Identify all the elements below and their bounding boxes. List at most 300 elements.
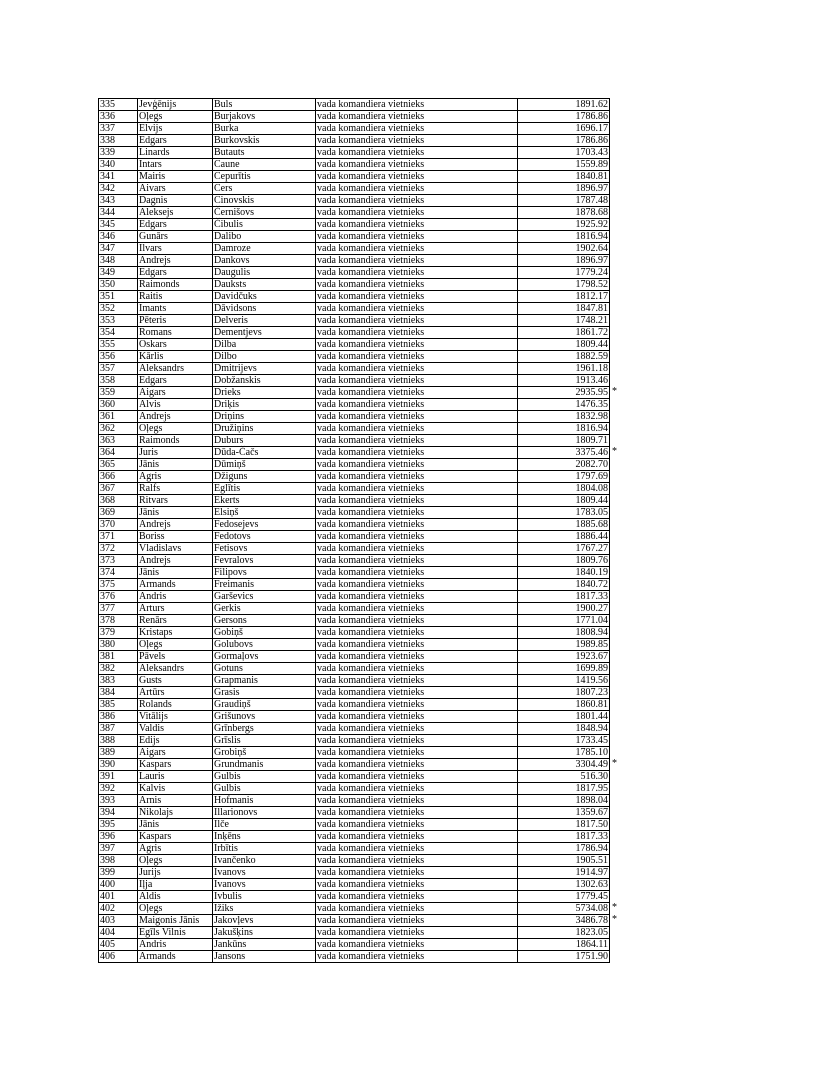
- row-number-text: 388: [100, 735, 115, 746]
- salary-text: 1832.98: [575, 411, 608, 422]
- row-number-text: 348: [100, 255, 115, 266]
- salary-text: 1809.44: [575, 339, 608, 350]
- row-number-text: 357: [100, 363, 115, 374]
- salary-text: 1847.81: [575, 303, 608, 314]
- last-name-text: Jankūns: [214, 939, 247, 950]
- row-number-text: 374: [100, 567, 115, 578]
- asterisk-mark: *: [612, 446, 617, 457]
- last-name-text: Dilbo: [214, 351, 237, 362]
- salary-text: 1804.08: [575, 483, 608, 494]
- first-name-cell: [138, 267, 213, 279]
- first-name-text: Jānis: [139, 819, 159, 830]
- position-text: vada komandiera vietnieks: [317, 951, 425, 962]
- first-name-text: Egīls Vilnis: [139, 927, 186, 938]
- first-name-cell: [138, 207, 213, 219]
- row-number-cell: [99, 699, 138, 711]
- last-name-cell: [213, 807, 316, 819]
- last-name-text: Ivanovs: [214, 879, 246, 890]
- first-name-cell: [138, 555, 213, 567]
- row-number-cell: [99, 555, 138, 567]
- first-name-cell: [138, 687, 213, 699]
- last-name-cell: [213, 135, 316, 147]
- first-name-text: Edgars: [139, 135, 167, 146]
- salary-text: 1882.59: [575, 351, 608, 362]
- salary-cell: [518, 675, 610, 687]
- position-text: vada komandiera vietnieks: [317, 207, 425, 218]
- row-number-text: 335: [100, 99, 115, 110]
- row-number-text: 399: [100, 867, 115, 878]
- row-number-text: 398: [100, 855, 115, 866]
- salary-cell: [518, 663, 610, 675]
- salary-cell: [518, 555, 610, 567]
- first-name-cell: [138, 147, 213, 159]
- position-cell: [316, 459, 518, 471]
- table-row: [99, 627, 610, 639]
- salary-cell: [518, 687, 610, 699]
- first-name-text: Agris: [139, 471, 162, 482]
- row-number-cell: [99, 567, 138, 579]
- position-cell: [316, 399, 518, 411]
- last-name-text: Jansons: [214, 951, 246, 962]
- table-row: [99, 699, 610, 711]
- first-name-cell: [138, 675, 213, 687]
- salary-cell: [518, 291, 610, 303]
- position-cell: [316, 591, 518, 603]
- position-cell: [316, 615, 518, 627]
- last-name-cell: [213, 891, 316, 903]
- position-cell: [316, 879, 518, 891]
- position-cell: [316, 423, 518, 435]
- salary-cell: [518, 531, 610, 543]
- row-number-text: 342: [100, 183, 115, 194]
- first-name-cell: [138, 423, 213, 435]
- position-cell: [316, 831, 518, 843]
- first-name-cell: [138, 123, 213, 135]
- position-cell: [316, 759, 518, 771]
- position-text: vada komandiera vietnieks: [317, 231, 425, 242]
- last-name-text: Grasis: [214, 687, 240, 698]
- last-name-cell: [213, 147, 316, 159]
- table-row: [99, 183, 610, 195]
- table-row: [99, 519, 610, 531]
- first-name-text: Raitis: [139, 291, 163, 302]
- last-name-cell: [213, 111, 316, 123]
- table-body: [99, 99, 617, 963]
- salary-text: 1359.67: [575, 807, 608, 818]
- first-name-text: Edijs: [139, 735, 160, 746]
- last-name-text: Cinovskis: [214, 195, 255, 206]
- table-row: [99, 759, 610, 771]
- row-number-cell: [99, 135, 138, 147]
- salary-text: 1767.27: [575, 543, 608, 554]
- salary-text: 1925.92: [575, 219, 608, 230]
- salary-text: 1816.94: [575, 231, 608, 242]
- last-name-cell: [213, 171, 316, 183]
- salary-text: 1771.04: [575, 615, 608, 626]
- first-name-text: Ralfs: [139, 483, 161, 494]
- first-name-text: Aivars: [139, 183, 166, 194]
- table-row: [99, 723, 610, 735]
- table-row: [99, 819, 610, 831]
- salary-cell: [518, 411, 610, 423]
- last-name-cell: [213, 183, 316, 195]
- first-name-text: Aleksandrs: [139, 363, 184, 374]
- salary-cell: [518, 267, 610, 279]
- first-name-text: Elvijs: [139, 123, 163, 134]
- row-number-text: 341: [100, 171, 115, 182]
- table-row: [99, 327, 610, 339]
- first-name-cell: [138, 843, 213, 855]
- first-name-text: Kaspars: [139, 831, 172, 842]
- first-name-cell: [138, 711, 213, 723]
- position-cell: [316, 951, 518, 963]
- row-number-cell: [99, 879, 138, 891]
- position-text: vada komandiera vietnieks: [317, 591, 425, 602]
- salary-cell: [518, 879, 610, 891]
- last-name-cell: [213, 99, 316, 111]
- position-text: vada komandiera vietnieks: [317, 471, 425, 482]
- row-number-text: 355: [100, 339, 115, 350]
- last-name-text: Grišunovs: [214, 711, 256, 722]
- last-name-cell: [213, 675, 316, 687]
- position-text: vada komandiera vietnieks: [317, 411, 425, 422]
- table-row: [99, 603, 610, 615]
- table-row: [99, 111, 610, 123]
- row-number-cell: [99, 927, 138, 939]
- salary-text: 1861.72: [575, 327, 608, 338]
- salary-cell: [518, 567, 610, 579]
- last-name-cell: [213, 699, 316, 711]
- position-cell: [316, 291, 518, 303]
- last-name-text: Dūda-Čačs: [214, 447, 259, 458]
- table-row: [99, 243, 610, 255]
- table-row: [99, 195, 610, 207]
- salary-text: 1817.50: [575, 819, 608, 830]
- table-row: [99, 495, 610, 507]
- first-name-cell: [138, 507, 213, 519]
- last-name-text: Caune: [214, 159, 240, 170]
- first-name-text: Rolands: [139, 699, 172, 710]
- table-row: [99, 171, 610, 183]
- row-number-text: 383: [100, 675, 115, 686]
- table-row: [99, 207, 610, 219]
- last-name-text: Ivančenko: [214, 855, 256, 866]
- position-text: vada komandiera vietnieks: [317, 903, 425, 914]
- last-name-cell: [213, 939, 316, 951]
- first-name-cell: [138, 603, 213, 615]
- last-name-cell: [213, 315, 316, 327]
- row-number-text: 384: [100, 687, 115, 698]
- row-number-text: 395: [100, 819, 115, 830]
- salary-cell: [518, 243, 610, 255]
- row-number-text: 358: [100, 375, 115, 386]
- first-name-cell: [138, 939, 213, 951]
- row-number-cell: [99, 231, 138, 243]
- position-text: vada komandiera vietnieks: [317, 159, 425, 170]
- first-name-text: Iļja: [139, 879, 153, 890]
- first-name-cell: [138, 387, 213, 399]
- row-number-cell: [99, 591, 138, 603]
- last-name-cell: [213, 819, 316, 831]
- row-number-text: 397: [100, 843, 115, 854]
- row-number-cell: [99, 363, 138, 375]
- salary-cell: [518, 171, 610, 183]
- last-name-cell: [213, 243, 316, 255]
- position-text: vada komandiera vietnieks: [317, 699, 425, 710]
- table-row: [99, 471, 610, 483]
- position-text: vada komandiera vietnieks: [317, 579, 425, 590]
- employee-table: [98, 98, 617, 963]
- row-number-text: 363: [100, 435, 115, 446]
- first-name-cell: [138, 447, 213, 459]
- salary-cell: [518, 615, 610, 627]
- position-text: vada komandiera vietnieks: [317, 459, 425, 470]
- last-name-cell: [213, 195, 316, 207]
- position-cell: [316, 771, 518, 783]
- row-number-cell: [99, 219, 138, 231]
- salary-cell: [518, 435, 610, 447]
- salary-text: 516.30: [580, 771, 608, 782]
- first-name-text: Juris: [139, 447, 158, 458]
- salary-text: 1817.33: [575, 591, 608, 602]
- last-name-cell: [213, 411, 316, 423]
- salary-text: 1923.67: [575, 651, 608, 662]
- salary-text: 1559.89: [575, 159, 608, 170]
- first-name-text: Edgars: [139, 219, 167, 230]
- last-name-text: Butauts: [214, 147, 245, 158]
- row-number-cell: [99, 819, 138, 831]
- row-number-cell: [99, 267, 138, 279]
- first-name-text: Ritvars: [139, 495, 168, 506]
- first-name-cell: [138, 651, 213, 663]
- position-text: vada komandiera vietnieks: [317, 363, 425, 374]
- row-number-cell: [99, 783, 138, 795]
- first-name-text: Pēteris: [139, 315, 167, 326]
- last-name-cell: [213, 159, 316, 171]
- position-cell: [316, 303, 518, 315]
- salary-text: 2935.95: [575, 387, 608, 398]
- first-name-text: Mairis: [139, 171, 166, 182]
- row-number-text: 396: [100, 831, 115, 842]
- last-name-text: Driņins: [214, 411, 244, 422]
- table-row: [99, 735, 610, 747]
- table-row: [99, 675, 610, 687]
- salary-cell: [518, 855, 610, 867]
- table-row: [99, 807, 610, 819]
- salary-cell: [518, 591, 610, 603]
- salary-text: 1785.10: [575, 747, 608, 758]
- first-name-text: Gusts: [139, 675, 162, 686]
- first-name-cell: [138, 375, 213, 387]
- position-text: vada komandiera vietnieks: [317, 843, 425, 854]
- position-text: vada komandiera vietnieks: [317, 447, 425, 458]
- position-text: vada komandiera vietnieks: [317, 111, 425, 122]
- row-number-text: 362: [100, 423, 115, 434]
- position-text: vada komandiera vietnieks: [317, 819, 425, 830]
- salary-cell: [518, 339, 610, 351]
- row-number-cell: [99, 291, 138, 303]
- first-name-cell: [138, 531, 213, 543]
- salary-cell: [518, 843, 610, 855]
- row-number-text: 401: [100, 891, 115, 902]
- position-cell: [316, 471, 518, 483]
- position-text: vada komandiera vietnieks: [317, 303, 425, 314]
- salary-cell: [518, 327, 610, 339]
- salary-text: 1860.81: [575, 699, 608, 710]
- last-name-cell: [213, 591, 316, 603]
- row-number-text: 392: [100, 783, 115, 794]
- row-number-cell: [99, 579, 138, 591]
- salary-text: 1913.46: [575, 375, 608, 386]
- row-number-text: 386: [100, 711, 115, 722]
- salary-cell: [518, 543, 610, 555]
- salary-text: 1878.68: [575, 207, 608, 218]
- position-text: vada komandiera vietnieks: [317, 519, 425, 530]
- last-name-text: Hofmanis: [214, 795, 254, 806]
- position-cell: [316, 747, 518, 759]
- first-name-text: Oļegs: [139, 639, 163, 650]
- salary-text: 1809.76: [575, 555, 608, 566]
- first-name-cell: [138, 171, 213, 183]
- position-text: vada komandiera vietnieks: [317, 327, 425, 338]
- position-cell: [316, 579, 518, 591]
- table-row: [99, 579, 610, 591]
- row-number-cell: [99, 99, 138, 111]
- table-row: [99, 891, 610, 903]
- position-cell: [316, 219, 518, 231]
- salary-text: 1797.69: [575, 471, 608, 482]
- last-name-cell: [213, 915, 316, 927]
- position-cell: [316, 435, 518, 447]
- last-name-text: Golubovs: [214, 639, 253, 650]
- first-name-cell: [138, 891, 213, 903]
- position-text: vada komandiera vietnieks: [317, 639, 425, 650]
- table-row: [99, 591, 610, 603]
- first-name-text: Boriss: [139, 531, 165, 542]
- position-text: vada komandiera vietnieks: [317, 735, 425, 746]
- first-name-cell: [138, 543, 213, 555]
- row-number-text: 361: [100, 411, 115, 422]
- first-name-cell: [138, 111, 213, 123]
- position-text: vada komandiera vietnieks: [317, 567, 425, 578]
- last-name-cell: [213, 855, 316, 867]
- table-row: [99, 231, 610, 243]
- row-number-text: 390: [100, 759, 115, 770]
- last-name-cell: [213, 831, 316, 843]
- salary-text: 1807.23: [575, 687, 608, 698]
- position-text: vada komandiera vietnieks: [317, 783, 425, 794]
- last-name-cell: [213, 795, 316, 807]
- last-name-cell: [213, 639, 316, 651]
- row-number-text: 364: [100, 447, 115, 458]
- row-number-cell: [99, 279, 138, 291]
- salary-cell: [518, 723, 610, 735]
- row-number-cell: [99, 459, 138, 471]
- row-number-cell: [99, 903, 138, 915]
- last-name-text: Filipovs: [214, 567, 247, 578]
- position-cell: [316, 567, 518, 579]
- first-name-cell: [138, 951, 213, 963]
- last-name-text: Džiguns: [214, 471, 248, 482]
- position-cell: [316, 267, 518, 279]
- first-name-cell: [138, 639, 213, 651]
- last-name-cell: [213, 687, 316, 699]
- position-text: vada komandiera vietnieks: [317, 543, 425, 554]
- position-cell: [316, 867, 518, 879]
- row-number-cell: [99, 447, 138, 459]
- first-name-text: Oļegs: [139, 855, 163, 866]
- salary-cell: [518, 363, 610, 375]
- salary-cell: [518, 747, 610, 759]
- position-text: vada komandiera vietnieks: [317, 927, 425, 938]
- table-row: [99, 159, 610, 171]
- salary-cell: [518, 495, 610, 507]
- salary-text: 1885.68: [575, 519, 608, 530]
- first-name-text: Oskars: [139, 339, 167, 350]
- first-name-text: Aleksejs: [139, 207, 174, 218]
- position-cell: [316, 507, 518, 519]
- last-name-text: Čibulis: [214, 219, 243, 230]
- position-cell: [316, 279, 518, 291]
- first-name-cell: [138, 399, 213, 411]
- row-number-text: 354: [100, 327, 115, 338]
- position-cell: [316, 891, 518, 903]
- salary-cell: [518, 99, 610, 111]
- position-cell: [316, 699, 518, 711]
- salary-cell: [518, 219, 610, 231]
- row-number-text: 370: [100, 519, 115, 530]
- asterisk-mark: *: [612, 914, 617, 925]
- salary-text: 1896.97: [575, 183, 608, 194]
- position-cell: [316, 915, 518, 927]
- last-name-text: Gotuns: [214, 663, 243, 674]
- position-cell: [316, 807, 518, 819]
- position-text: vada komandiera vietnieks: [317, 339, 425, 350]
- salary-cell: [518, 914, 617, 927]
- row-number-cell: [99, 183, 138, 195]
- row-number-text: 356: [100, 351, 115, 362]
- salary-text: 1989.85: [575, 639, 608, 650]
- first-name-text: Kristaps: [139, 627, 173, 638]
- position-text: vada komandiera vietnieks: [317, 315, 425, 326]
- position-text: vada komandiera vietnieks: [317, 291, 425, 302]
- last-name-text: Jakušķins: [214, 927, 253, 938]
- first-name-text: Artūrs: [139, 687, 165, 698]
- row-number-cell: [99, 339, 138, 351]
- row-number-cell: [99, 807, 138, 819]
- table-row: [99, 135, 610, 147]
- last-name-cell: [213, 219, 316, 231]
- last-name-cell: [213, 531, 316, 543]
- table-row: [99, 291, 610, 303]
- row-number-cell: [99, 471, 138, 483]
- first-name-cell: [138, 867, 213, 879]
- first-name-text: Armands: [139, 579, 176, 590]
- row-number-cell: [99, 723, 138, 735]
- last-name-cell: [213, 231, 316, 243]
- salary-text: 2082.70: [575, 459, 608, 470]
- first-name-text: Intars: [139, 159, 162, 170]
- last-name-text: Grīslis: [214, 735, 241, 746]
- row-number-cell: [99, 663, 138, 675]
- row-number-cell: [99, 711, 138, 723]
- position-text: vada komandiera vietnieks: [317, 831, 425, 842]
- first-name-cell: [138, 831, 213, 843]
- salary-text: 3304.49: [575, 759, 608, 770]
- row-number-cell: [99, 243, 138, 255]
- salary-cell: [518, 927, 610, 939]
- position-text: vada komandiera vietnieks: [317, 423, 425, 434]
